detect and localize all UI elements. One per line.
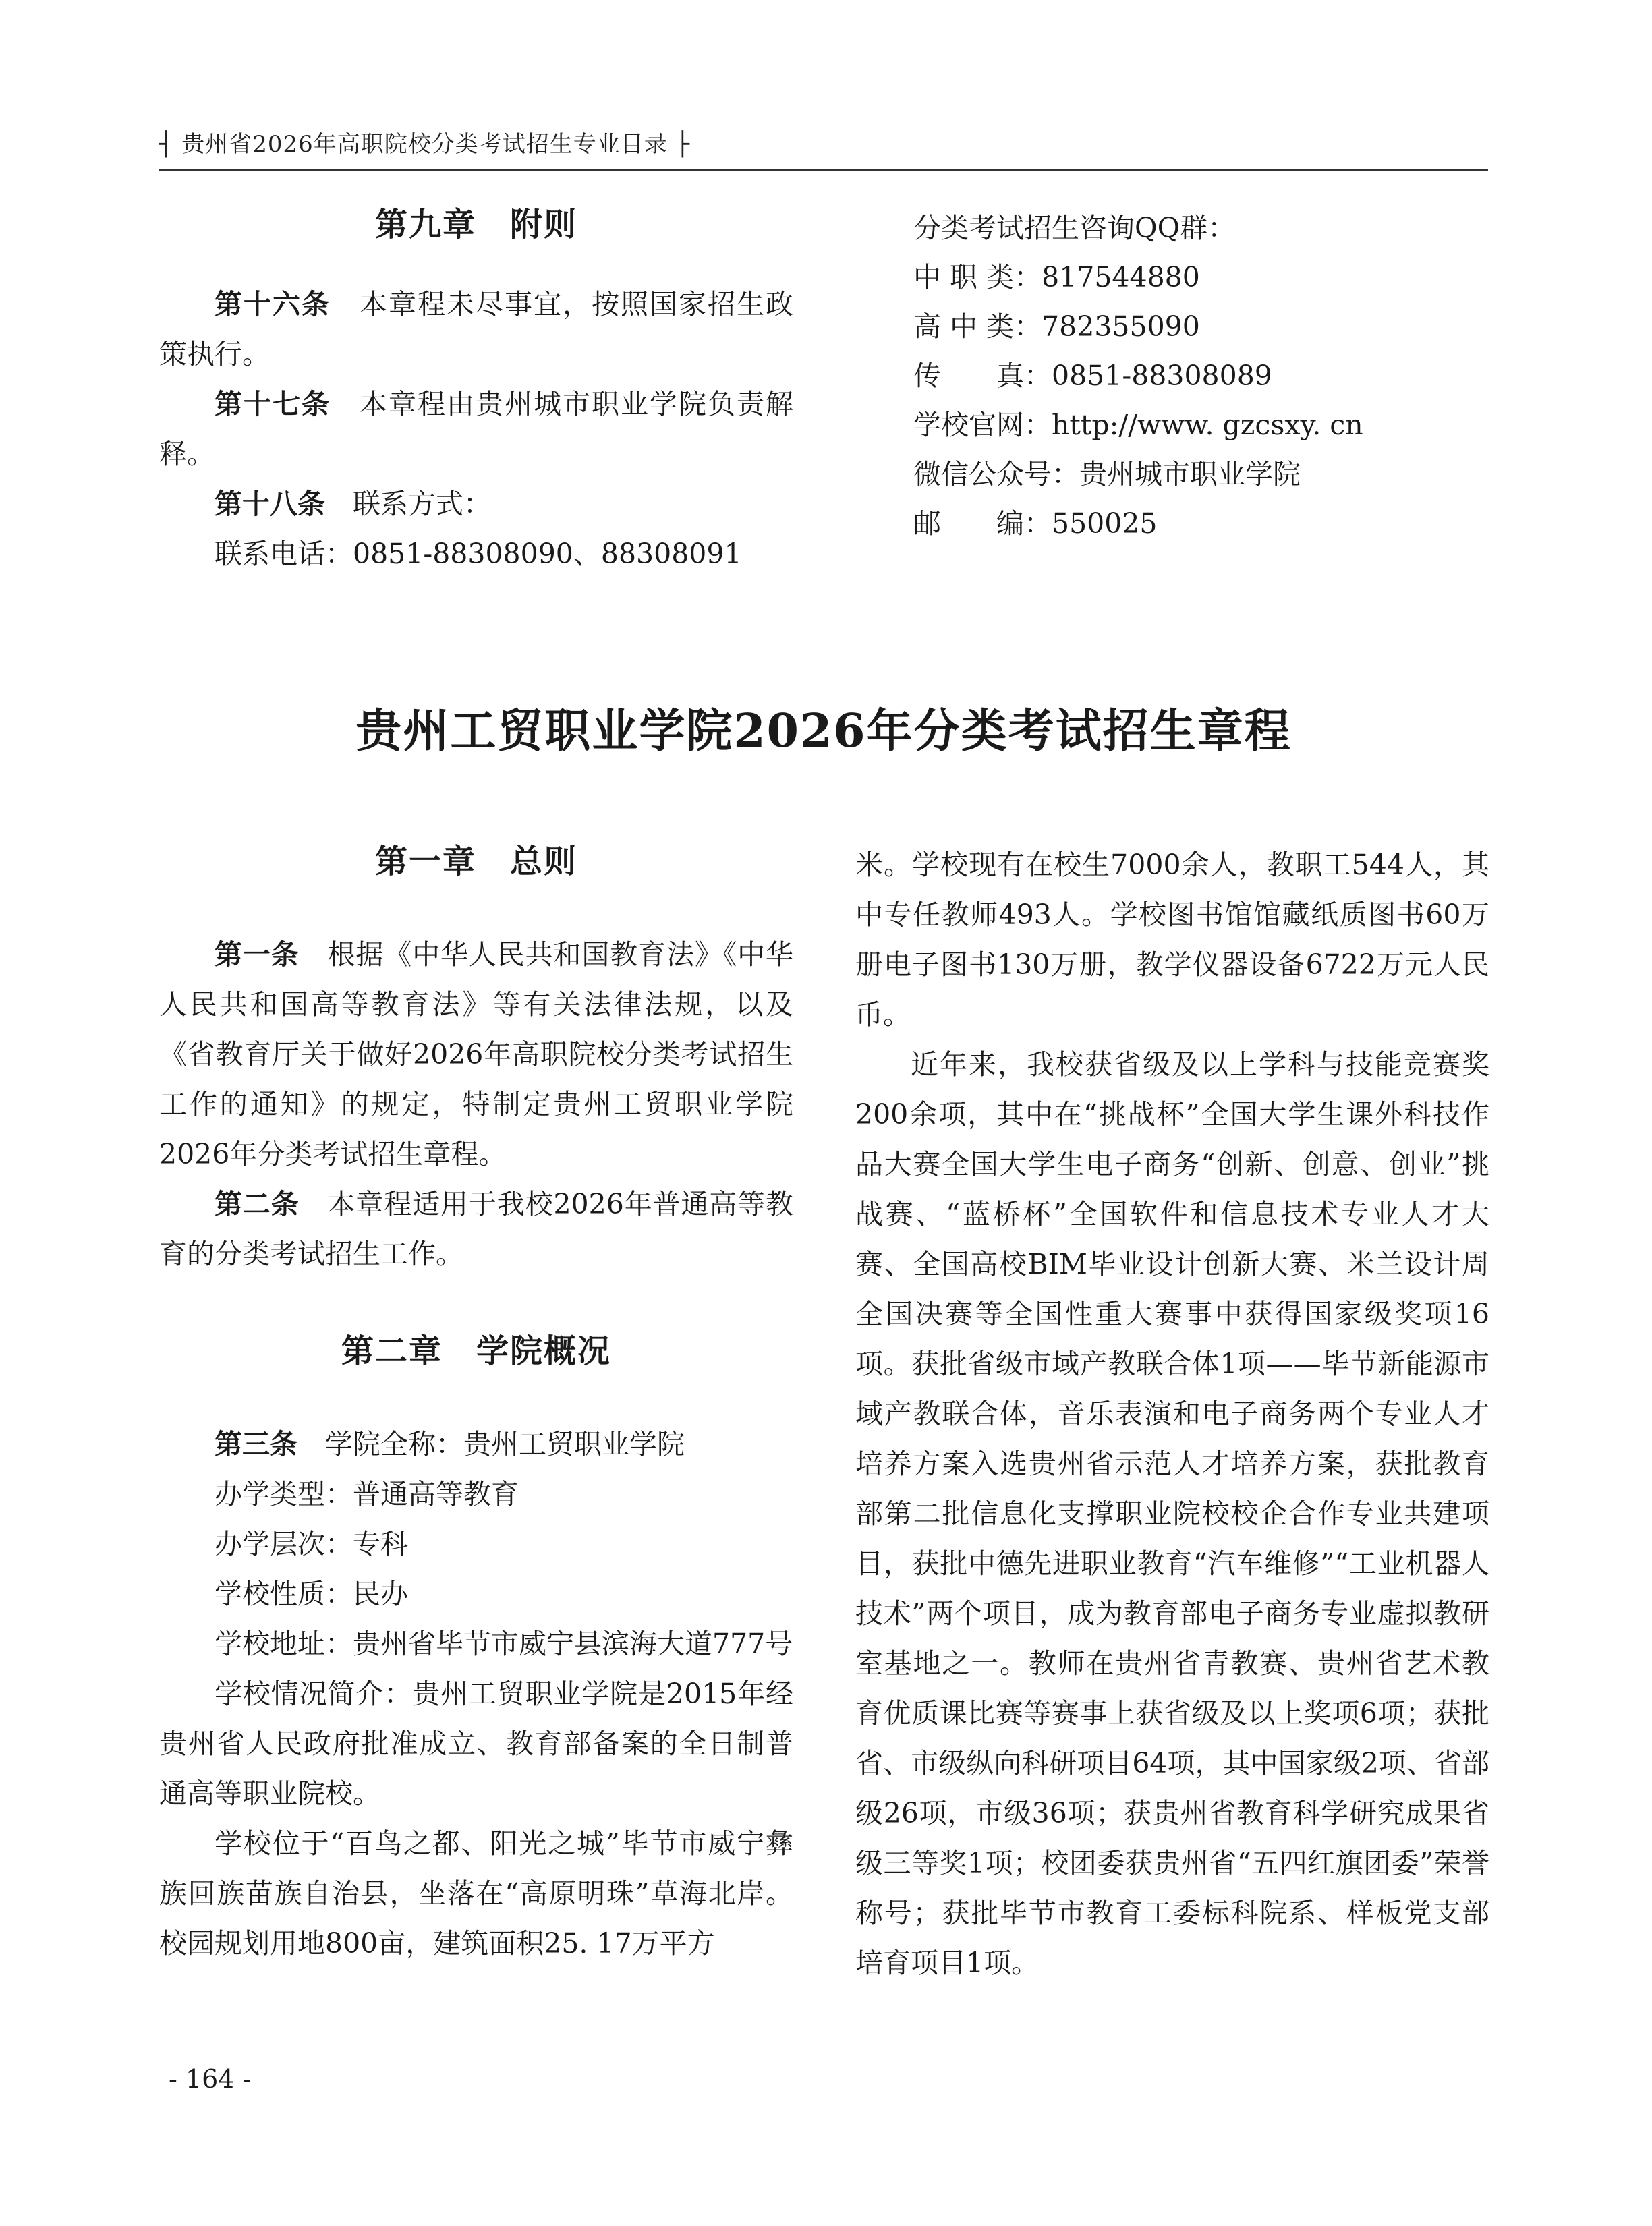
school-stats: 米。学校现有在校生7000余人，教职工544人，其中专任教师493人。学校图书馆馆藏纸质图书60万册电子图书130万册，教学仪器设备6722万元人民币。	[855, 849, 1489, 1031]
article-2-label: 第二条	[215, 1188, 300, 1220]
article-2	[159, 1179, 793, 1279]
article-2-text: 本章程适用于我校2026年普通高等教育的分类考试招生工作。	[159, 1188, 794, 1270]
school-location: 学校位于“百鸟之都、阳光之城”毕节市威宁彝族回族苗族自治县，坐落在“高原明珠”草海北岸。校园规划用地800亩，建筑面积25. 17万平方	[159, 1827, 793, 1960]
chapter-nine-title: 第九章 附则	[374, 206, 577, 244]
contact-phone: 联系电话：0851-88308090、88308091	[215, 538, 742, 570]
wechat: 微信公众号：贵州城市职业学院	[913, 458, 1301, 490]
page-number: - 164 -	[169, 2064, 252, 2094]
article-1-label: 第一条	[215, 938, 300, 971]
school-address: 学校地址：贵州省毕节市威宁县滨海大道777号	[215, 1628, 793, 1660]
website: 学校官网：http://www. gzcsxy. cn	[913, 409, 1363, 441]
article-16-text: 本章程未尽事宜，按照国家招生政策执行。	[159, 288, 793, 370]
article-17-text: 本章程由贵州城市职业学院负责解释。	[159, 388, 793, 470]
contact-list	[913, 204, 1493, 548]
article-3	[159, 1419, 793, 1469]
qq-gaozhong: 高 中 类：782355090	[913, 310, 1200, 343]
postcode: 邮 编：550025	[913, 507, 1158, 540]
running-header: ┤ 贵州省2026年高职院校分类考试招生专业目录 ├	[159, 131, 691, 158]
school-intro: 学校情况简介：贵州工贸职业学院是2015年经贵州省人民政府批准成立、教育部备案的全日制普通高等职业院校。	[159, 1678, 793, 1810]
header-rule	[159, 169, 1488, 171]
right-column	[855, 840, 1489, 1988]
fax: 传 真：0851-88308089	[913, 360, 1272, 392]
school-type: 办学类型：普通高等教育	[215, 1478, 519, 1510]
article-1-text: 根据《中华人民共和国教育法》《中华人民共和国高等教育法》等有关法律法规，以及《省教育厅关于做好2026年高职院校分类考试招生工作的通知》的规定，特制定贵州工贸职业学院2026年分类考试招生章程。	[159, 938, 793, 1170]
school-nature: 学校性质：民办	[215, 1578, 408, 1610]
article-17-label: 第十七条	[215, 388, 331, 420]
article-3-text: 学院全称：贵州工贸职业学院	[325, 1428, 685, 1460]
top-left-column	[159, 200, 793, 579]
article-1	[159, 930, 793, 1179]
qq-zhongzhi: 中 职 类：817544880	[913, 261, 1200, 293]
document-title: 贵州工贸职业学院2026年分类考试招生章程	[355, 704, 1292, 758]
school-level: 办学层次：专科	[215, 1528, 408, 1560]
school-achievements: 近年来，我校获省级及以上学科与技能竞赛奖200余项，其中在“挑战杯”全国大学生课外科技作品大赛全国大学生电子商务“创新、创意、创业”挑战赛、“蓝桥杯”全国软件和信息技术专业人才大赛、全国高校BIM毕业设计创新大赛、米兰设计周全国决赛等全国性重大赛事中获得国家级奖项16项。获批省级市域产教联合体1项——毕节新能源市域产教联合体，音乐表演和电子商务两个专业人才培养方案入选贵州省示范人才培养方案，获批教育部第二批信息化支撑职业院校校企合作专业共建项目，获批中德先进职业教育“汽车维修”“工业机器人技术”两个项目，成为教育部电子商务专业虚拟教研室基地之一。教师在贵州省青教赛、贵州省艺术教育优质课比赛等赛事上获省级及以上奖项6项；获批省、市级纵向科研项目64项，其中国家级2项、省部级26项，市级36项；获贵州省教育科学研究成果省级三等奖1项；校团委获贵州省“五四红旗团委”荣誉称号；获批毕节市教育工委标科院系、样板党支部培育项目1项。	[855, 1048, 1489, 1979]
article-17	[159, 379, 793, 479]
article-18-label: 第十八条	[215, 488, 325, 520]
left-column	[159, 836, 793, 1968]
qq-group: 分类考试招生咨询QQ群：	[913, 212, 1236, 244]
article-18-text: 联系方式：	[353, 488, 491, 520]
article-18	[159, 479, 793, 529]
article-16-label: 第十六条	[215, 288, 331, 320]
article-3-label: 第三条	[215, 1428, 297, 1460]
chapter-one-title: 第一章 总则	[374, 843, 577, 880]
article-16	[159, 279, 793, 379]
chapter-two-title: 第二章 学院概况	[341, 1332, 611, 1370]
